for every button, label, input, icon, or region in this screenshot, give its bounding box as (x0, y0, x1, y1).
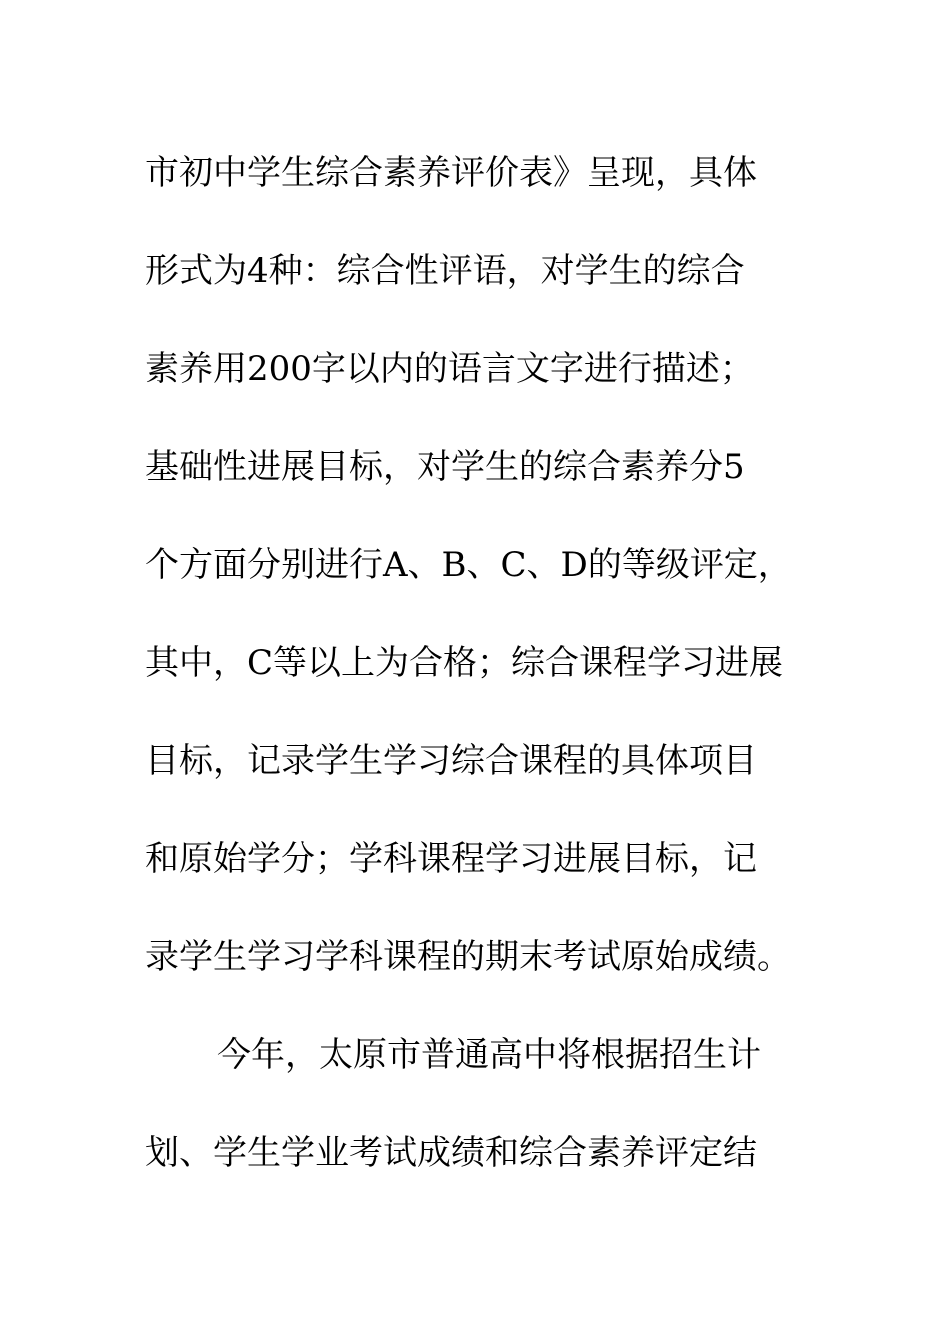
paragraph-start-line: 今年，太原市普通高中将根据招生计 (217, 1035, 761, 1075)
text-line: 其中，C等以上为合格；综合课程学习进展 (145, 643, 784, 683)
text-line: 目标，记录学生学习综合课程的具体项目 (145, 741, 757, 781)
text-line: 形式为4种：综合性评语，对学生的综合 (145, 251, 745, 291)
text-line: 划、学生学业考试成绩和综合素养评定结 (145, 1133, 757, 1173)
body-text (145, 124, 810, 1202)
text-line: 录学生学习学科课程的期末考试原始成绩。 (145, 937, 791, 977)
text-line: 素养用200字以内的语言文字进行描述； (145, 349, 754, 389)
text-line: 基础性进展目标，对学生的综合素养分5 (145, 447, 745, 487)
text-line: 和原始学分；学科课程学习进展目标，记 (145, 839, 757, 879)
text-line: 个方面分别进行A、B、C、D的等级评定， (145, 545, 792, 585)
text-line: 市初中学生综合素养评价表》呈现，具体 (145, 153, 757, 193)
